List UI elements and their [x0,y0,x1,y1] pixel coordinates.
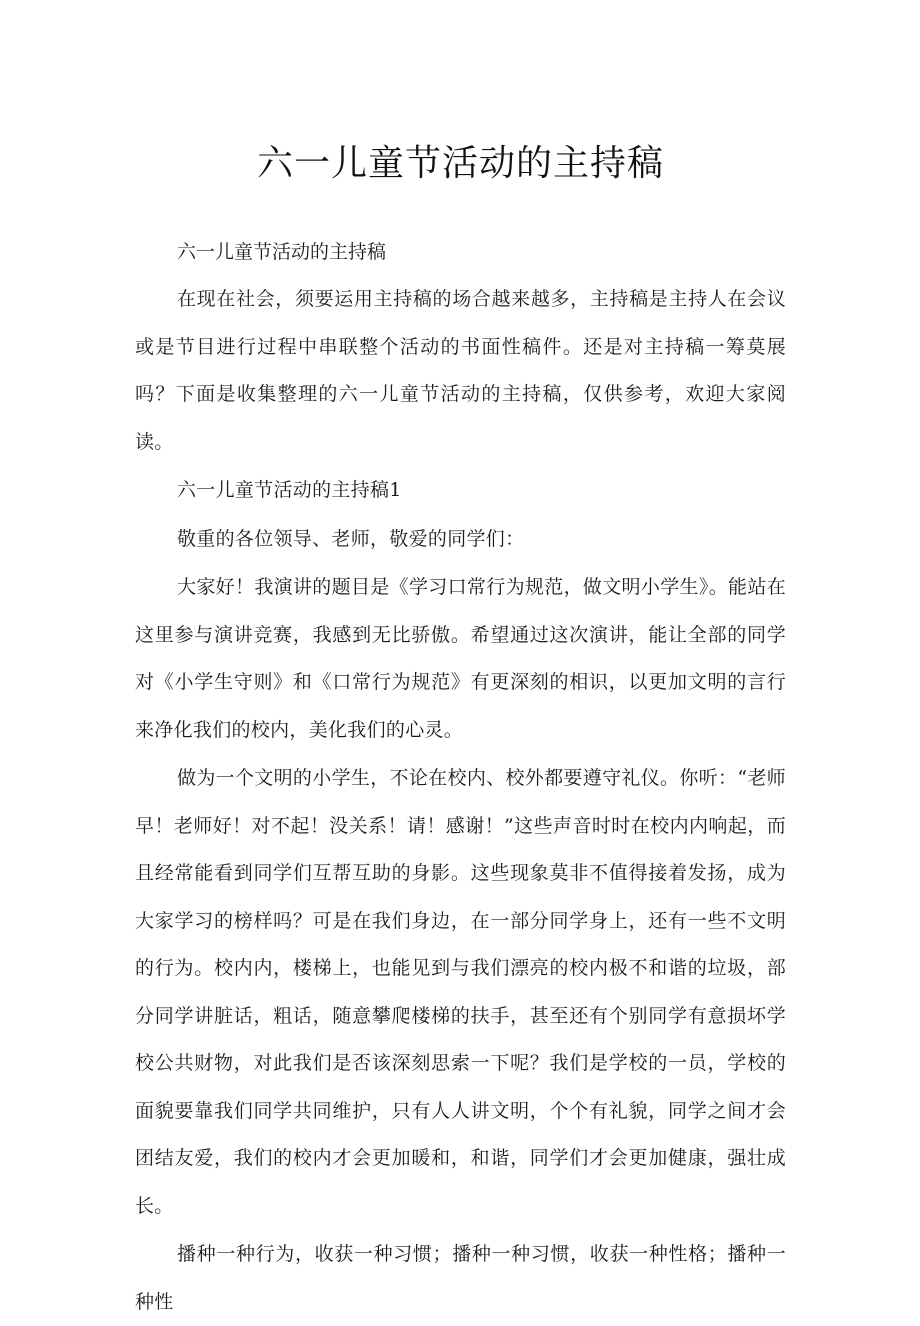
intro-paragraph: 在现在社会，须要运用主持稿的场合越来越多，主持稿是主持人在会议或是节目进行过程中串联整个活动的书面性稿件。还是对主持稿一筹莫展吗？下面是收集整理的六一儿童节活动的主持稿，仅供参考，欢迎大家阅读。 [135,288,786,453]
body-paragraph-3: 播种一种行为，收获一种习惯；播种一种习惯，收获一种性格；播种一种性 [135,1243,786,1313]
section-title: 六一儿童节活动的主持稿1 [177,479,402,501]
greeting-paragraph: 敬重的各位领导、老师，敬爱的同学们： [177,527,525,550]
document-title: 六一儿童节活动的主持稿 [256,143,664,184]
body-paragraph-1: 大家好！我演讲的题目是《学习口常行为规范，做文明小学生》。能站在这里参与演讲竞赛，我感到无比骄傲。希望通过这次演讲，能让全部的同学对《小学生守则》和《口常行为规范》有更深刻的相识，以更加文明的言行来净化我们的校内，美化我们的心灵。 [135,576,786,741]
document-subtitle: 六一儿童节活动的主持稿 [177,241,387,263]
body-paragraph-2: 做为一个文明的小学生，不论在校内、校外都要遵守礼仪。你听：“老师早！老师好！对不起！没关系！请！感谢！”这些声音时时在校内内响起，而且经常能看到同学们互帮互助的身影。这些现象莫非不值得接着发扬，成为大家学习的榜样吗？可是在我们身边，在一部分同学身上，还有一些不文明的行为。校内内，楼梯上，也能见到与我们漂亮的校内极不和谐的垃圾，部分同学讲脏话，粗话，随意攀爬楼梯的扶手，甚至还有个别同学有意损坏学校公共财物，对此我们是否该深刻思索一下呢？我们是学校的一员，学校的面貌要靠我们同学共同维护，只有人人讲文明，个个有礼貌，同学之间才会团结友爱，我们的校内才会更加暖和，和谐，同学们才会更加健康，强壮成长。 [135,767,786,1217]
